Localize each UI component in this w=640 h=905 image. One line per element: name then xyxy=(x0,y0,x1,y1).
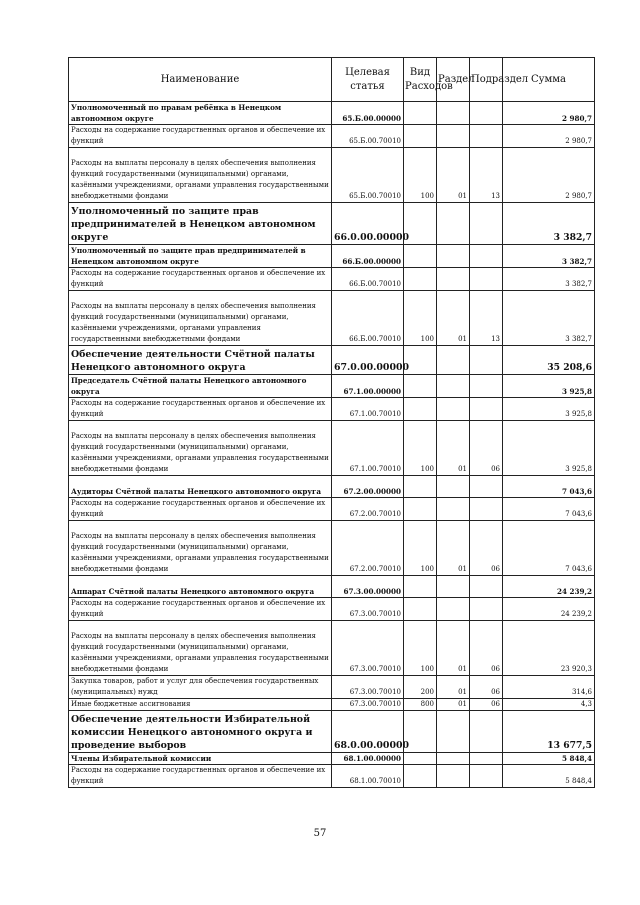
row-section: 01 xyxy=(437,699,470,711)
row-target-article: 65.Б.00.00000 xyxy=(332,102,404,125)
row-amount: 2 980,7 xyxy=(503,102,595,125)
page-number: 57 xyxy=(313,828,327,839)
row-target-article: 67.3.00.70010 xyxy=(332,676,404,699)
row-expense-type: 100 xyxy=(404,521,437,576)
row-amount: 5 848,4 xyxy=(503,753,595,765)
row-subsection xyxy=(470,398,503,421)
row-amount: 3 382,7 xyxy=(503,291,595,346)
row-subsection: 06 xyxy=(470,676,503,699)
row-section xyxy=(437,765,470,788)
row-target-article: 67.3.00.70010 xyxy=(332,699,404,711)
row-name: Расходы на выплаты персоналу в целях обеспечения выполнения функций государственными (муниципальными) органами, казёнными учреждениями, органами управления государственными внебюджетными фондами xyxy=(69,621,332,676)
row-expense-type xyxy=(404,498,437,521)
row-name: Уполномоченный по правам ребёнка в Ненецком автономном округе xyxy=(69,102,332,125)
row-target-article: 67.2.00.70010 xyxy=(332,498,404,521)
table-row xyxy=(69,421,595,476)
row-section: 01 xyxy=(437,676,470,699)
row-amount: 2 980,7 xyxy=(503,125,595,148)
row-section xyxy=(437,203,470,245)
row-section: 01 xyxy=(437,291,470,346)
row-name: Обеспечение деятельности Счётной палаты Ненецкого автономного округа xyxy=(69,346,332,375)
row-target-article: 66.Б.00.00000 xyxy=(332,245,404,268)
row-subsection xyxy=(470,125,503,148)
table-row xyxy=(69,148,595,203)
row-amount: 4,3 xyxy=(503,699,595,711)
table-row xyxy=(69,125,595,148)
row-name: Расходы на выплаты персоналу в целях обеспечения выполнения функций государственными (муниципальными) органами, казённыеми учреждениями, органами управления государственными внебюджетными фондами xyxy=(69,291,332,346)
row-target-article: 67.2.00.00000 xyxy=(332,476,404,498)
table-row xyxy=(69,203,595,245)
row-expense-type xyxy=(404,125,437,148)
header-name: Наименование xyxy=(69,58,332,102)
table-row xyxy=(69,245,595,268)
row-subsection: 13 xyxy=(470,148,503,203)
row-name: Иные бюджетные ассигнования xyxy=(69,699,332,711)
row-section xyxy=(437,398,470,421)
row-target-article: 67.1.00.00000 xyxy=(332,375,404,398)
row-subsection xyxy=(470,268,503,291)
row-amount: 7 043,6 xyxy=(503,498,595,521)
row-section: 01 xyxy=(437,621,470,676)
row-section xyxy=(437,375,470,398)
row-amount: 23 920,3 xyxy=(503,621,595,676)
row-amount: 314,6 xyxy=(503,676,595,699)
row-name: Расходы на выплаты персоналу в целях обеспечения выполнения функций государственными (муниципальными) органами, казёнными учреждениями, органами управления государственными внебюджетными фондами xyxy=(69,148,332,203)
row-section xyxy=(437,125,470,148)
row-name: Аудиторы Счётной палаты Ненецкого автономного округа xyxy=(69,476,332,498)
row-subsection xyxy=(470,765,503,788)
row-amount: 13 677,5 xyxy=(503,711,595,753)
row-name: Закупка товаров, работ и услуг для обеспечения государственных (муниципальных) нужд xyxy=(69,676,332,699)
row-name: Расходы на содержание государственных органов и обеспечение их функций xyxy=(69,498,332,521)
row-subsection xyxy=(470,576,503,598)
header-amount: Сумма xyxy=(503,58,595,102)
row-target-article: 65.Б.00.70010 xyxy=(332,148,404,203)
row-amount: 3 382,7 xyxy=(503,268,595,291)
row-name: Аппарат Счётной палаты Ненецкого автономного округа xyxy=(69,576,332,598)
table-row xyxy=(69,498,595,521)
row-amount: 3 382,7 xyxy=(503,245,595,268)
row-amount: 7 043,6 xyxy=(503,476,595,498)
row-expense-type xyxy=(404,598,437,621)
header-target-article: Целевая статья xyxy=(332,58,404,102)
row-section: 01 xyxy=(437,148,470,203)
row-amount: 5 848,4 xyxy=(503,765,595,788)
row-section: 01 xyxy=(437,521,470,576)
row-subsection xyxy=(470,753,503,765)
header-section: Раздел xyxy=(437,58,470,102)
row-expense-type: 200 xyxy=(404,676,437,699)
table-row xyxy=(69,268,595,291)
row-subsection xyxy=(470,346,503,375)
table-row xyxy=(69,711,595,753)
table-row xyxy=(69,753,595,765)
row-expense-type xyxy=(404,765,437,788)
row-subsection: 06 xyxy=(470,521,503,576)
row-target-article: 67.3.00.70010 xyxy=(332,621,404,676)
row-name: Расходы на содержание государственных органов и обеспечение их функций xyxy=(69,598,332,621)
row-amount: 3 925,8 xyxy=(503,375,595,398)
row-name: Расходы на содержание государственных органов и обеспечение их функций xyxy=(69,268,332,291)
row-subsection xyxy=(470,245,503,268)
row-amount: 2 980,7 xyxy=(503,148,595,203)
row-expense-type xyxy=(404,102,437,125)
row-amount: 24 239,2 xyxy=(503,598,595,621)
row-amount: 24 239,2 xyxy=(503,576,595,598)
row-expense-type xyxy=(404,753,437,765)
row-expense-type: 800 xyxy=(404,699,437,711)
row-section xyxy=(437,498,470,521)
row-expense-type xyxy=(404,476,437,498)
row-target-article: 66.0.00.00000 xyxy=(332,203,404,245)
row-subsection xyxy=(470,476,503,498)
row-subsection xyxy=(470,598,503,621)
row-expense-type xyxy=(404,398,437,421)
row-name: Уполномоченный по защите прав предпринимателей в Ненецком автономном округе xyxy=(69,203,332,245)
row-name: Члены Избирательной комиссии xyxy=(69,753,332,765)
row-target-article: 67.3.00.00000 xyxy=(332,576,404,598)
row-section xyxy=(437,598,470,621)
row-amount: 7 043,6 xyxy=(503,521,595,576)
table-row xyxy=(69,476,595,498)
row-name: Расходы на содержание государственных органов и обеспечение их функций xyxy=(69,398,332,421)
row-target-article: 68.0.00.00000 xyxy=(332,711,404,753)
row-section xyxy=(437,245,470,268)
row-subsection xyxy=(470,711,503,753)
table-row xyxy=(69,576,595,598)
row-target-article: 65.Б.00.70010 xyxy=(332,125,404,148)
row-target-article: 67.3.00.70010 xyxy=(332,598,404,621)
row-amount: 3 925,8 xyxy=(503,398,595,421)
row-target-article: 67.1.00.70010 xyxy=(332,421,404,476)
row-name: Расходы на содержание государственных органов и обеспечение их функций xyxy=(69,765,332,788)
row-target-article: 66.Б.00.70010 xyxy=(332,268,404,291)
table-row xyxy=(69,765,595,788)
row-subsection xyxy=(470,498,503,521)
table-header xyxy=(69,58,595,102)
table-row xyxy=(69,676,595,699)
header-expense-type: Вид Расходов xyxy=(404,58,437,102)
table-row xyxy=(69,291,595,346)
row-target-article: 67.2.00.70010 xyxy=(332,521,404,576)
row-subsection: 06 xyxy=(470,421,503,476)
row-target-article: 67.1.00.70010 xyxy=(332,398,404,421)
row-expense-type xyxy=(404,268,437,291)
row-name: Расходы на выплаты персоналу в целях обеспечения выполнения функций государственными (муниципальными) органами, казёнными учреждениями, органами управления государственными внебюджетными фондами xyxy=(69,521,332,576)
budget-table xyxy=(68,57,595,788)
table-row xyxy=(69,375,595,398)
row-subsection xyxy=(470,102,503,125)
table-row xyxy=(69,521,595,576)
row-amount: 35 208,6 xyxy=(503,346,595,375)
row-section xyxy=(437,346,470,375)
row-name: Расходы на содержание государственных органов и обеспечение их функций xyxy=(69,125,332,148)
row-subsection xyxy=(470,203,503,245)
row-target-article: 66.Б.00.70010 xyxy=(332,291,404,346)
row-expense-type: 100 xyxy=(404,148,437,203)
header-subsection: Подраздел xyxy=(470,58,503,102)
row-section xyxy=(437,753,470,765)
row-section xyxy=(437,102,470,125)
row-subsection: 06 xyxy=(470,621,503,676)
row-subsection xyxy=(470,375,503,398)
table-body xyxy=(69,102,595,788)
row-name: Расходы на выплаты персоналу в целях обеспечения выполнения функций государственными (муниципальными) органами, казёнными учреждениями, органами управления государственными внебюджетными фондами xyxy=(69,421,332,476)
row-name: Уполномоченный по защите прав предпринимателей в Ненецком автономном округе xyxy=(69,245,332,268)
row-expense-type: 100 xyxy=(404,421,437,476)
row-expense-type: 100 xyxy=(404,621,437,676)
row-amount: 3 382,7 xyxy=(503,203,595,245)
row-section: 01 xyxy=(437,421,470,476)
row-expense-type: 100 xyxy=(404,291,437,346)
row-target-article: 68.1.00.00000 xyxy=(332,753,404,765)
row-target-article: 68.1.00.70010 xyxy=(332,765,404,788)
row-expense-type xyxy=(404,576,437,598)
table-row xyxy=(69,102,595,125)
row-expense-type xyxy=(404,375,437,398)
table-row xyxy=(69,398,595,421)
row-expense-type xyxy=(404,245,437,268)
table-row xyxy=(69,699,595,711)
row-amount: 3 925,8 xyxy=(503,421,595,476)
table-row xyxy=(69,598,595,621)
row-name: Председатель Счётной палаты Ненецкого автономного округа xyxy=(69,375,332,398)
row-section xyxy=(437,576,470,598)
row-section xyxy=(437,476,470,498)
row-target-article: 67.0.00.00000 xyxy=(332,346,404,375)
table-row xyxy=(69,621,595,676)
row-section xyxy=(437,268,470,291)
row-name: Обеспечение деятельности Избирательной комиссии Ненецкого автономного округа и проведение выборов xyxy=(69,711,332,753)
table-row xyxy=(69,346,595,375)
row-subsection: 13 xyxy=(470,291,503,346)
row-subsection: 06 xyxy=(470,699,503,711)
row-section xyxy=(437,711,470,753)
